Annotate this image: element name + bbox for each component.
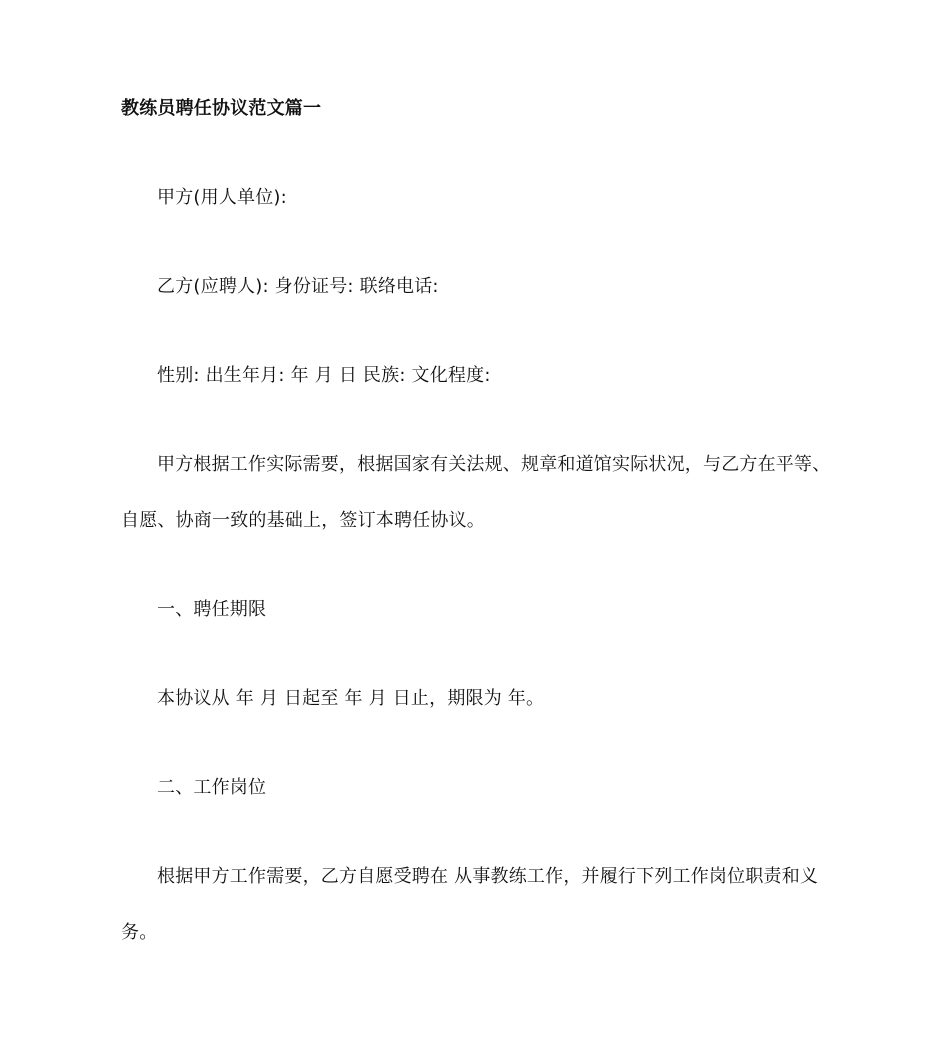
document-title: 教练员聘任协议范文篇一	[121, 98, 322, 119]
position-paragraph-line-1: 根据甲方工作需要，乙方自愿受聘在 从事教练工作，并履行下列工作岗位职责和义	[157, 866, 819, 887]
term-line: 本协议从 年 月 日起至 年 月 日止，期限为 年。	[157, 688, 545, 709]
personal-info-line: 性别: 出生年月: 年 月 日 民族: 文化程度:	[157, 365, 491, 386]
section-2-heading: 二、工作岗位	[157, 777, 267, 798]
section-1-heading: 一、聘任期限	[157, 599, 267, 620]
party-a-line: 甲方(用人单位):	[157, 187, 287, 208]
intro-paragraph-line-1: 甲方根据工作实际需要，根据国家有关法规、规章和道馆实际状况，与乙方在平等、	[157, 454, 831, 475]
party-b-line: 乙方(应聘人): 身份证号: 联络电话:	[157, 276, 439, 297]
position-paragraph-line-2: 务。	[121, 922, 158, 943]
intro-paragraph-line-2: 自愿、协商一致的基础上，签订本聘任协议。	[121, 510, 485, 531]
